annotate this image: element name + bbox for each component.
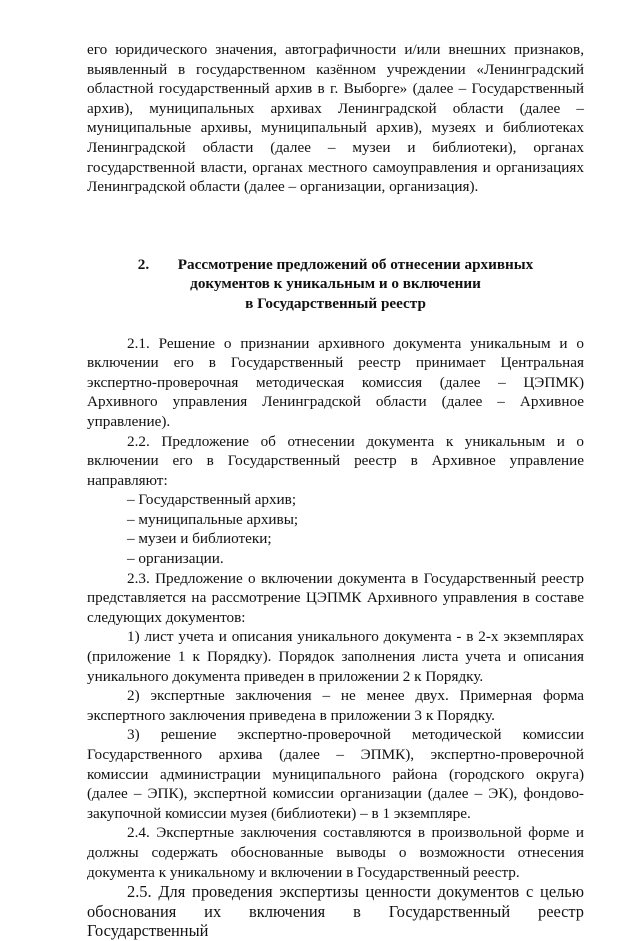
list-item: – музеи и библиотеки; [127,530,272,548]
numbered-item-1: 1) лист учета и описания уникального документа - в 2-х экземплярах (приложение 1 к Порядку). Порядок заполнения листа учета и описания уникального документа приведен в приложении 2 к Порядку. [87,628,584,685]
paragraph-2-1: 2.1. Решение о признании архивного документа уникальным и о включении его в Государственный реестр принимает Центральная экспертно-проверочная методическая комиссия (далее – ЦЭПМК) Архивного управления Ленинградской области (далее – Архивное управление). [87,334,584,430]
intro-paragraph: его юридического значения, автографичности и/или внешних признаков, выявленный в государственном казённом учреждении «Ленинградский областной государственный архив в г. Выборге» (далее – Государственный архив), муниципальных архивах Ленинградской области (далее – муниципальные архивы, муниципальный архив), музеях и библиотеках Ленинградской области (далее – музеи и библиотеки), органах государственной власти, органах местного самоуправления и организациях Ленинградской области (далее – организации, организация). [87,41,584,196]
list-item: – Государственный архив; [127,491,297,509]
list-item: – организации. [127,550,224,568]
paragraph-2-5: 2.5. Для проведения экспертизы ценности документов с целью обоснования их включения в Государственный реестр Государственный [87,882,584,941]
spacer [87,197,584,255]
section-title-line1: Рассмотрение предложений об отнесении архивных [177,255,534,273]
numbered-item-3: 3) решение экспертно-проверочной методической комиссии Государственного архива (далее – ЭПМК), экспертно-проверочной комиссии администрации муниципального района (городского округа) (далее – ЭПК), экспертной комиссии организации (далее – ЭК), фондово-закупочной комиссии музея (библиотеки) – в 1 экземпляре. [87,726,584,822]
numbered-item-2: 2) экспертные заключения – не менее двух. Примерная форма экспертного заключения приведена в приложении 3 к Порядку. [87,687,584,724]
list-item: – муниципальные архивы; [127,510,299,528]
section-number: 2. [137,255,150,273]
paragraph-2-4: 2.4. Экспертные заключения составляются в произвольной форме и должны содержать обоснованные выводы о возможности отнесения документа к уникальному и включении в Государственный реестр. [87,824,584,881]
section-title-line2: документов к уникальным и о включении [190,275,481,293]
paragraph-2-2: 2.2. Предложение об отнесении документа к уникальным и о включении его в Государственный реестр в Архивное управление направляют: [87,432,584,489]
section-title-line3: в Государственный реестр [245,294,426,312]
paragraph-2-3: 2.3. Предложение о включении документа в Государственный реестр представляется на рассмотрение ЦЭПМК Архивного управления в составе следующих документов: [87,569,584,626]
section-heading [87,255,584,314]
